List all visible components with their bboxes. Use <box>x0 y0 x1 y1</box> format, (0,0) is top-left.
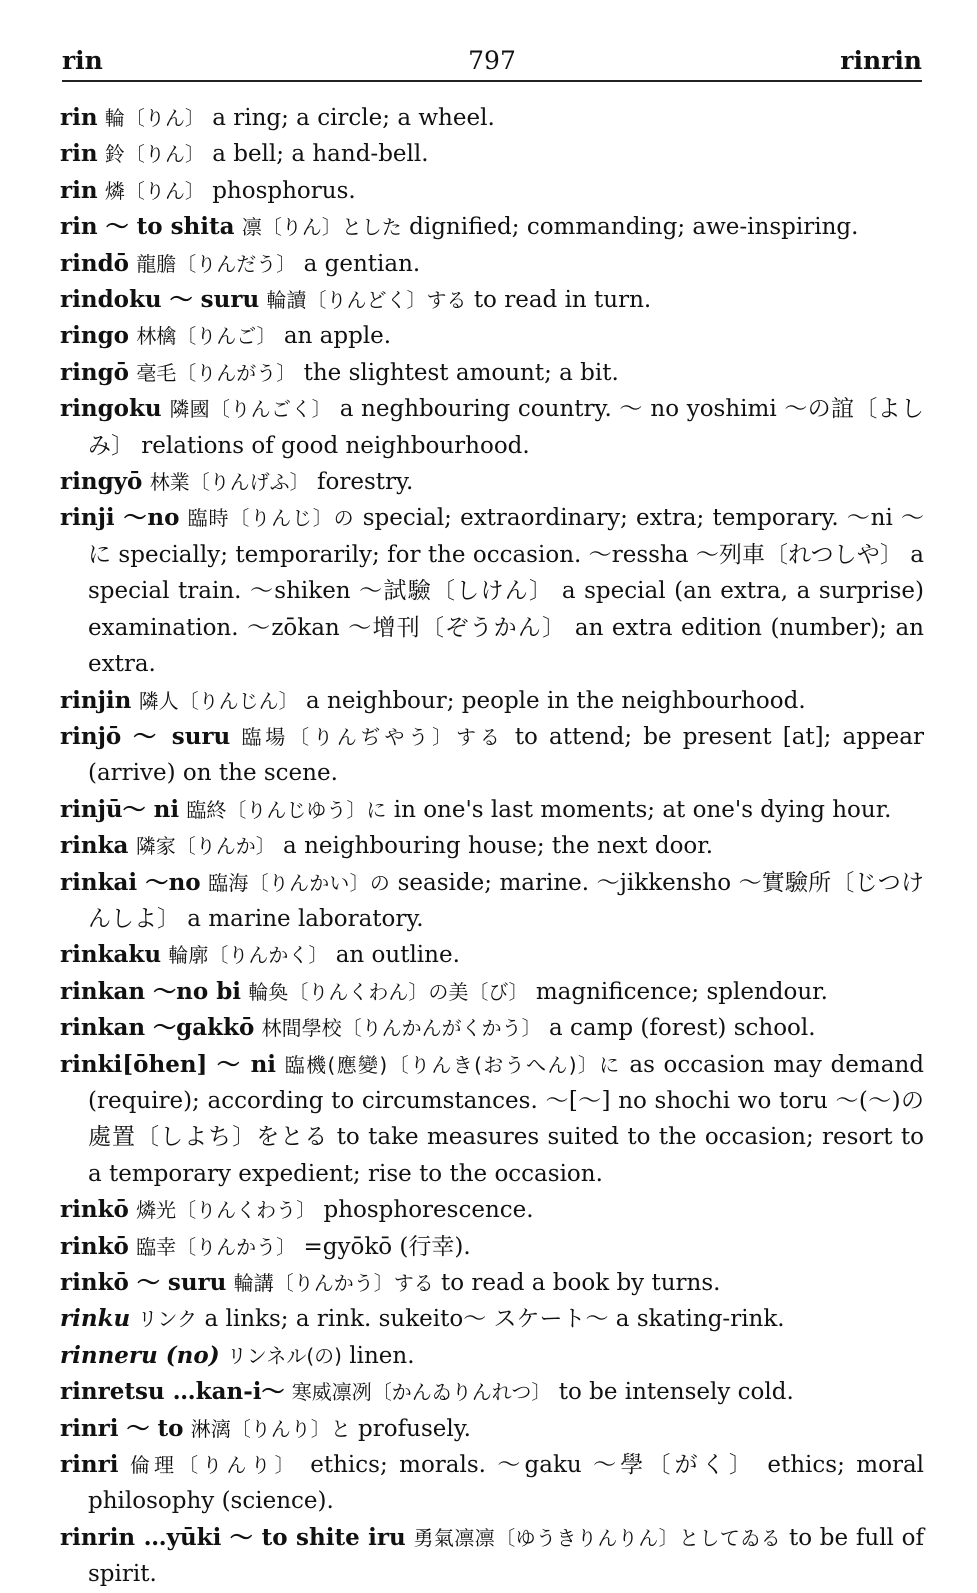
entry-definition: the slightest amount; a bit. <box>303 359 619 386</box>
entry-headword: rinka <box>60 832 129 860</box>
dictionary-entry <box>60 1192 924 1228</box>
entry-japanese: 林間學校〔りんかんがくかう〕 <box>261 1016 542 1041</box>
entry-headword: rinri <box>60 1451 119 1479</box>
entry-headword: rinji ～no <box>60 504 180 532</box>
entry-japanese: 隣人〔りんじん〕 <box>138 688 299 713</box>
entry-headword: rinkai ～no <box>60 868 201 896</box>
dictionary-entry <box>60 136 924 172</box>
entry-definition: linen. <box>349 1342 415 1369</box>
entry-definition: a gentian. <box>303 250 421 277</box>
entry-japanese: 隣國〔りんごく〕 <box>169 397 333 422</box>
entry-headword: rinri ～ to <box>60 1414 184 1442</box>
entry-headword: rin <box>60 104 98 131</box>
header-left-guideword: rin <box>62 46 103 75</box>
entry-japanese: 寒威凛冽〔かんゐりんれつ〕 <box>291 1380 552 1405</box>
dictionary-entry <box>60 355 924 391</box>
entry-japanese: 林業〔りんげふ〕 <box>149 470 310 495</box>
entry-japanese: 輪〔りん〕 <box>104 106 205 130</box>
entry-japanese: 輪廓〔りんかく〕 <box>168 943 329 968</box>
entry-definition: to be full of spirit. <box>88 1524 925 1588</box>
entry-japanese: 倫理〔りんり〕 <box>129 1453 299 1478</box>
dictionary-entry <box>60 937 924 973</box>
entry-headword: rindō <box>60 249 129 277</box>
header-right-guideword: rinrin <box>840 46 922 75</box>
entry-headword: ringyō <box>60 468 143 496</box>
dictionary-entry <box>60 100 924 136</box>
dictionary-entry <box>60 828 924 864</box>
dictionary-entries <box>60 100 924 1593</box>
dictionary-entry <box>60 974 924 1010</box>
entry-definition: as occasion may demand (require); according to circumstances. ～[～] no shochi wo toru ～(～)の處置〔しよち〕をとる to take measures suited to the occasion; resort to a temporary expedient; rise to the occasion. <box>88 1051 924 1187</box>
dictionary-entry <box>60 1374 924 1410</box>
entry-japanese: 臨場〔りんぢやう〕する <box>241 724 504 749</box>
entry-headword: rindoku ～ suru <box>60 286 260 314</box>
entry-headword: rinrin …yūki ～ to shite iru <box>60 1523 406 1551</box>
entry-headword: rinkaku <box>60 941 162 969</box>
entry-definition: special; extraordinary; extra; temporary. ～ni ～に specially; temporarily; for the occasion. ～ressha ～列車〔れつしや〕 a special train. ～shiken ～試驗〔しけん〕 a special (an extra, a surprise) examination. ～zōkan ～增刊〔ぞうかん〕 an extra edition (number); an extra. <box>88 505 925 678</box>
entry-japanese: 淋漓〔りんり〕と <box>190 1416 351 1441</box>
entry-japanese: 臨終〔りんじゆう〕に <box>186 797 387 822</box>
dictionary-entry <box>60 865 924 938</box>
dictionary-entry <box>60 500 924 682</box>
entry-headword: rinkō <box>60 1196 129 1224</box>
dictionary-entry <box>60 1229 924 1265</box>
entry-headword: rinku <box>60 1305 131 1333</box>
dictionary-entry <box>60 1520 924 1593</box>
entry-headword: ringō <box>60 358 129 386</box>
entry-japanese: 燐〔りん〕 <box>104 178 205 203</box>
dictionary-entry <box>60 683 924 719</box>
dictionary-entry <box>60 209 924 245</box>
dictionary-entry <box>60 464 924 500</box>
entry-headword: rin ～ to shita <box>60 213 235 241</box>
dictionary-entry <box>60 1265 924 1301</box>
entry-japanese: 臨幸〔りんかう〕 <box>136 1234 297 1259</box>
dictionary-entry <box>60 1338 924 1374</box>
entry-japanese: 隣家〔りんか〕 <box>135 834 276 859</box>
entry-definition: an apple. <box>283 323 392 350</box>
entry-definition: ethics; morals. ～gaku ～學〔がく〕 ethics; moral philosophy (science). <box>88 1452 925 1515</box>
dictionary-entry <box>60 246 924 282</box>
entry-japanese: 輪講〔りんかう〕する <box>233 1271 434 1295</box>
entry-headword: rinneru (no) <box>60 1341 220 1369</box>
entry-headword: rinretsu …kan-i～ <box>60 1378 285 1406</box>
entry-japanese: 輪奐〔りんくわん〕の美〔び〕 <box>248 979 529 1004</box>
entry-japanese: 毫毛〔りんがう〕 <box>136 360 297 385</box>
entry-japanese: 凛〔りん〕とした <box>241 215 402 240</box>
entry-definition: phosphorus. <box>212 177 356 204</box>
entry-definition: =gyōkō (行幸). <box>303 1233 471 1260</box>
entry-headword: rinkō ～ suru <box>60 1269 227 1296</box>
entry-definition: in one's last moments; at one's dying hour. <box>393 796 892 823</box>
page-header <box>62 44 922 82</box>
entry-definition: to read a book by turns. <box>441 1270 721 1296</box>
entry-definition: seaside; marine. ～jikkensho ～實驗所〔じつけんしよ〕 a marine laboratory. <box>88 869 925 932</box>
entry-japanese: リンネル(の) <box>226 1343 342 1368</box>
entry-definition: a neighbouring house; the next door. <box>283 833 714 860</box>
entry-definition: to read in turn. <box>473 287 652 314</box>
entry-headword: rinjin <box>60 686 132 714</box>
dictionary-entry <box>60 1010 924 1046</box>
entry-headword: rinkan ～no bi <box>60 977 242 1005</box>
entry-definition: phosphorescence. <box>323 1197 534 1224</box>
entry-definition: a ring; a circle; a wheel. <box>212 105 495 131</box>
entry-definition: an outline. <box>335 942 460 969</box>
dictionary-entry <box>60 391 924 464</box>
entry-definition: to be intensely cold. <box>558 1379 794 1406</box>
dictionary-entry <box>60 792 924 828</box>
dictionary-entry <box>60 1411 924 1447</box>
entry-headword: rin <box>60 176 98 204</box>
entry-definition: forestry. <box>317 469 414 496</box>
entry-japanese: 燐光〔りんくわう〕 <box>136 1198 317 1223</box>
entry-headword: rinkō <box>60 1232 129 1260</box>
entry-japanese: 勇氣凛凛〔ゆうきりんりん〕としてゐる <box>413 1525 782 1550</box>
dictionary-entry <box>60 719 924 792</box>
entry-headword: rin <box>60 140 98 168</box>
dictionary-entry <box>60 1301 924 1337</box>
entry-japanese: 輪讀〔りんどく〕する <box>266 288 467 313</box>
entry-japanese: 林檎〔りんご〕 <box>136 324 277 349</box>
entry-definition: a neighbour; people in the neighbourhood. <box>305 687 806 714</box>
entry-japanese: 鈴〔りん〕 <box>104 142 205 167</box>
entry-headword: ringoku <box>60 395 162 423</box>
entry-definition: a neghbouring country. ～ no yoshimi ～の誼〔よしみ〕 relations of good neighbourhood. <box>88 396 925 459</box>
dictionary-entry <box>60 282 924 318</box>
dictionary-entry <box>60 1447 924 1520</box>
entry-japanese: 臨機(應變)〔りんき(おうへん)〕に <box>284 1052 621 1077</box>
entry-headword: rinjō ～ suru <box>60 722 231 750</box>
entry-definition: a bell; a hand-bell. <box>212 141 429 168</box>
entry-definition: to attend; be present [at]; appear (arrive) on the scene. <box>88 723 925 787</box>
entry-japanese: 臨時〔りんじ〕の <box>187 506 355 531</box>
entry-definition: magnificence; splendour. <box>535 978 828 1005</box>
dictionary-entry <box>60 1047 924 1193</box>
entry-japanese: リンク <box>137 1307 198 1332</box>
entry-japanese: 臨海〔りんかい〕の <box>208 870 391 895</box>
page-number: 797 <box>468 46 516 75</box>
entry-headword: rinkan ～gakkō <box>60 1014 255 1042</box>
dictionary-entry <box>60 318 924 354</box>
entry-definition: dignified; commanding; awe-inspiring. <box>409 214 859 241</box>
entry-definition: profusely. <box>358 1415 471 1442</box>
entry-definition: a links; a rink. sukeito～ スケート～ a skating-rink. <box>204 1306 785 1333</box>
entry-headword: rinki[ōhen] ～ ni <box>60 1050 277 1078</box>
entry-headword: rinjū～ ni <box>60 795 180 823</box>
entry-headword: ringo <box>60 322 129 350</box>
dictionary-entry <box>60 173 924 209</box>
entry-japanese: 龍膽〔りんだう〕 <box>136 251 297 276</box>
entry-definition: a camp (forest) school. <box>548 1015 816 1042</box>
